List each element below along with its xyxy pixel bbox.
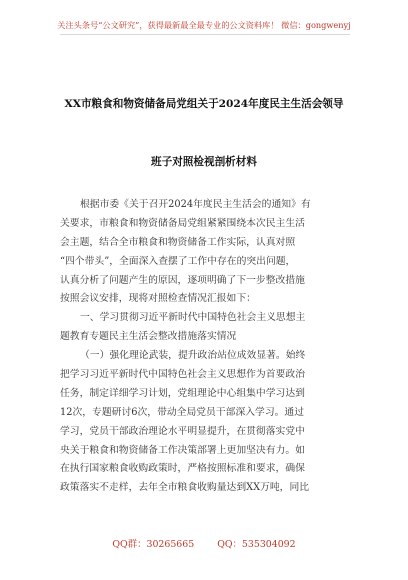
document-title-line1: XX市粮食和物资储备局党组关于2024年度民主生活会领导 [64,98,344,110]
body-line: 政策落实不走样，去年全市粮食收购量达到XX万吨，同比 [60,482,310,494]
contact-footer [0,536,408,550]
body-line: 12次，专题研讨6次，带动全局党员干部深入学习。通过 [60,406,305,418]
qq-group-number: QQ群：30265665 [112,539,195,550]
document-body [60,196,348,498]
body-line: 会主题，结合全市粮食和物资储备工作实际，认真对照 [60,236,296,248]
body-line: “四个带头”，全面深入查摆了工作中存在的突出问题， [60,255,296,267]
body-line: 在执行国家粮食收购政策时，严格按照标准和要求，确保 [60,463,305,475]
body-line: 任务，制定详细学习计划，党组理论中心组集中学习达到 [60,387,305,399]
section-heading-line: 题教育专题民主生活会整改措施落实情况 [60,331,237,343]
body-line: 关要求，市粮食和物资储备局党组紧紧围绕本次民主生活 [60,217,305,229]
body-line: 央关于粮食和物资储备工作决策部署上更加坚决有力。如 [60,444,305,456]
qq-number: QQ：535304092 [217,539,296,550]
header-divider [60,34,350,35]
document-title-line2: 班子对照检视剖析材料 [151,156,257,168]
body-line: 学习，党员干部政治理论水平明显提升，在贯彻落实党中 [60,425,305,437]
subsection-line: （一）强化理论武装，提升政治站位成效显著。始终 [80,350,306,362]
promo-banner: 关注头条号“公文研究”，获得最新最全最专业的公文资料库！ 微信：gongwenyj [57,20,351,30]
section-heading-line: 一、学习贯彻习近平新时代中国特色社会主义思想主 [80,312,306,324]
body-line: 把学习习近平新时代中国特色社会主义思想作为首要政治 [60,369,305,381]
body-line: 根据市委《关于召开2024年度民主生活会的通知》有 [80,199,311,210]
body-line: 按照会议安排，现将对照检查情况汇报如下： [60,293,256,305]
body-line: 认真分析了问题产生的原因，逐项明确了下一步整改措施 [60,274,305,286]
